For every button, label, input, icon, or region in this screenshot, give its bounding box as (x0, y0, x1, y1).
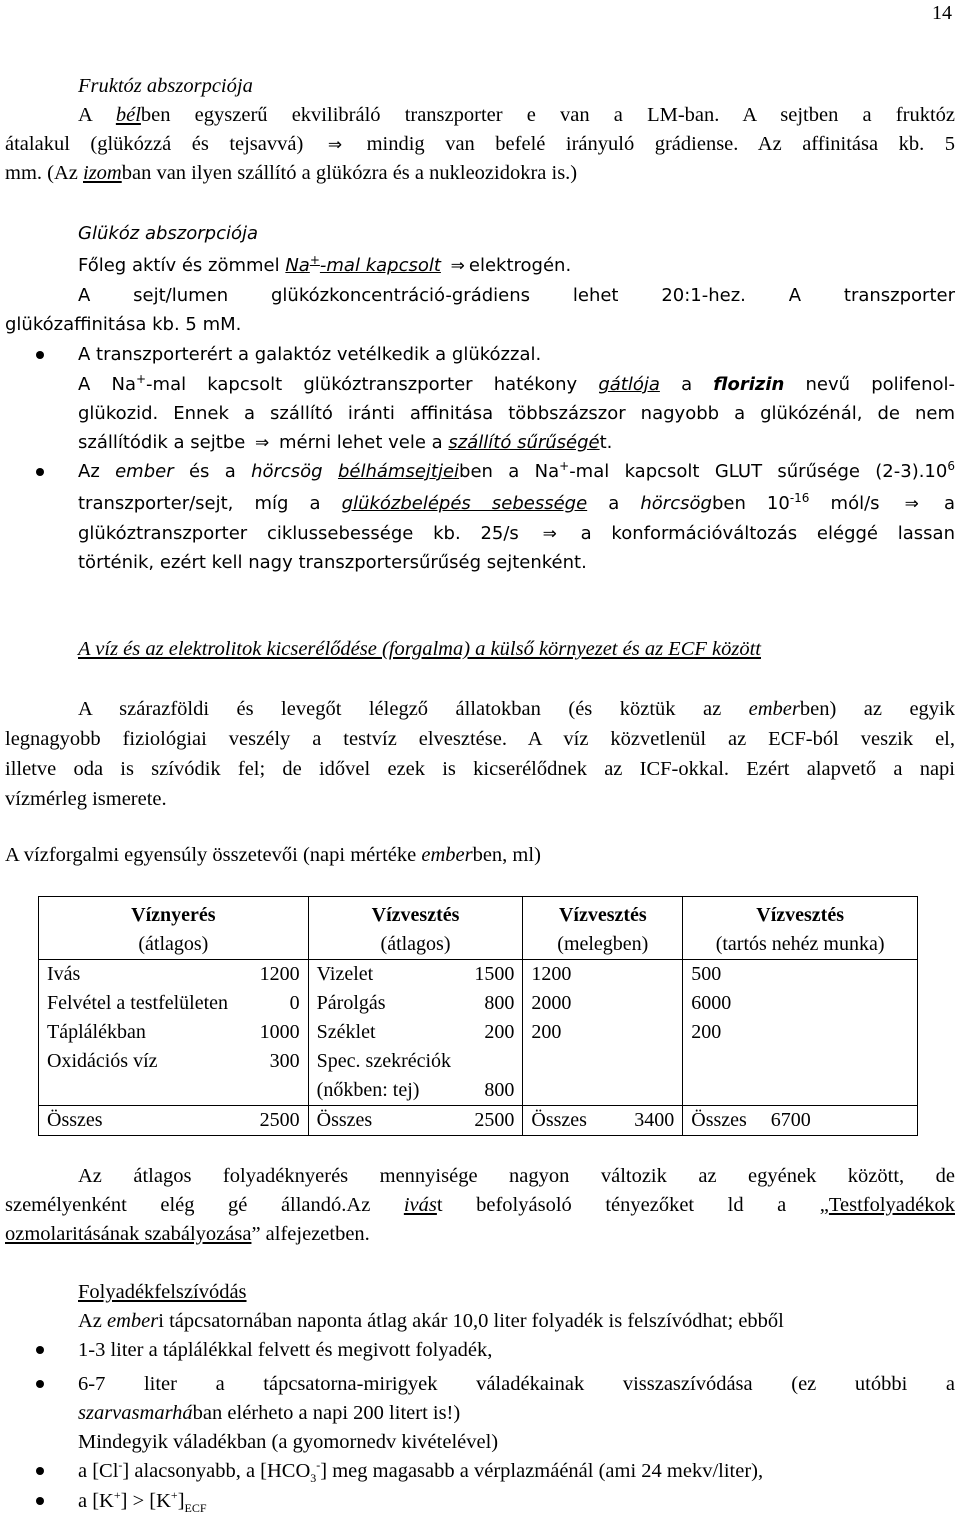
implies-arrow-icon: ⇒ (450, 256, 465, 276)
header-cell: Vízvesztés (tartós nehéz munka) (683, 897, 918, 960)
glucose-bullet-3-line-1: Az ember és a hörcsög bélhámsejtjeiben a Na+-mal kapcsolt GLUT sűrűsége $(2-3).10^6$ (78, 459, 955, 482)
glucose-heading: Glükóz abszorpciója (78, 223, 259, 244)
water-loss-average-cell: Vizelet 1500 Párolgás 800 Széklet 200 Spec. szekréciók (nőkben: tej) 800 (308, 960, 523, 1106)
absorption-bullet-1: 1-3 liter a táplálékkal felvett és megivott folyadék, (78, 1339, 493, 1361)
paragraph-1-line-4: vízmérleg ismerete. (5, 788, 167, 810)
bullet-icon (36, 1346, 44, 1354)
total-cell: Összes 3400 (523, 1106, 683, 1136)
section-heading: A víz és az elektrolitok kicserélődése (forgalma) a külső környezet és az ECF között (78, 638, 761, 660)
glucose-bullet-2-line-3: szállítódik a sejtbe ⇒ mérni lehet vele a szállító sűrűségét. (78, 432, 613, 453)
header-cell: Vízvesztés (átlagos) (308, 897, 523, 960)
water-loss-hot-cell: 1200 2000 200 (523, 960, 683, 1106)
glucose-line-1: Főleg aktív és zömmel Na+-mal kapcsolt ⇒ elektrogén. (78, 253, 572, 276)
glucose-bullet-3-line-3: glükóztranszporter ciklussebessége kb. 25/s ⇒ a konformációváltozás eléggé lassan (78, 523, 955, 544)
table-header-row (39, 897, 918, 960)
water-loss-work-cell: 500 6000 200 (683, 960, 918, 1106)
bullet-icon (36, 468, 44, 476)
cross-reference-link[interactable]: Testfolyadékok (828, 1194, 955, 1216)
implies-arrow-icon: ⇒ (327, 135, 343, 155)
absorption-note: Mindegyik váladékban (a gyomornedv kivételével) (78, 1431, 499, 1453)
table-body-row (39, 960, 918, 1106)
total-cell: Összes 2500 (39, 1106, 309, 1136)
page-number: 14 (932, 2, 952, 24)
glucose-bullet-2-line-1: A Na+-mal kapcsolt glükóztranszporter hatékony gátlója a florizin nevű polifenol- (78, 372, 955, 395)
glucose-bullet-2-line-2: glükozid. Ennek a szállító iránti affinitása többszázszor nagyobb a glükózénál, de nem (78, 403, 955, 424)
implies-arrow-icon: ⇒ (255, 433, 270, 453)
paragraph-2-line-3: ozmolaritásának szabályozása” alfejezetben. (5, 1223, 370, 1245)
glucose-line-2: A sejt/lumen glükózkoncentráció-grádiens lehet 20:1-hez. A transzporter (78, 285, 955, 306)
header-cell: Víznyerés (átlagos) (39, 897, 309, 960)
paragraph-1-line-3: illetve oda is szívódik fel; de idővel ezek is kicserélődnek az ICF-okkal. Ezért alapvető a napi (5, 758, 955, 780)
absorption-line-1: Az emberi tápcsatornában naponta átlag akár 10,0 liter folyadék is felszívódhat; ebből (78, 1310, 784, 1332)
absorption-bullet-3: a [Cl-] alacsonyabb, a $[HCO_3^-]$ meg magasabb a vérplazmáénál (ami 24 mekv/liter), (78, 1458, 764, 1486)
fructose-line-2: átalakul (glükózzá és tejsavvá) ⇒ mindig van befelé irányuló grádiense. Az affinitása kb. 5 (5, 133, 955, 155)
total-cell: Összes 2500 (308, 1106, 523, 1136)
table-caption: A vízforgalmi egyensúly összetevői (napi mértéke emberben, ml) (5, 844, 541, 866)
water-balance-table (38, 896, 918, 1136)
bullet-icon (36, 1497, 44, 1505)
absorption-bullet-2-line-1: 6-7 liter a tápcsatorna-mirigyek váladékainak visszaszívódása (ez utóbbi a (78, 1373, 955, 1395)
fructose-line-3: mm. (Az izomban van ilyen szállító a glükózra és a nukleozidokra is.) (5, 162, 578, 184)
absorption-bullet-4: a $[K^+] > [K^+]_{ECF}$ (78, 1488, 207, 1516)
implies-arrow-icon: ⇒ (542, 524, 557, 544)
absorption-bullet-2-line-2: szarvasmarhában elérheto a napi 200 litert is!) (78, 1402, 461, 1424)
bullet-icon (36, 351, 44, 359)
glucose-bullet-3-line-2: transzporter/sejt, míg a glükózbelépés sebessége a hörcsögben $10^{-16}$ mól/s ⇒ a (78, 491, 955, 514)
fructose-heading: Fruktóz abszorpciója (78, 75, 253, 97)
paragraph-1-line-2: legnagyobb fiziológiai veszély a testvíz elvesztése. A víz közvetlenül az ECF-ból veszik el, (5, 728, 955, 750)
glucose-line-3: glükózaffinitása kb. 5 mM. (5, 314, 242, 335)
glucose-bullet-3-line-4: történik, ezért kell nagy transzportersűrűség sejtenként. (78, 552, 587, 573)
paragraph-2-line-1: Az átlagos folyadéknyerés mennyisége nagyon változik az egyének között, de (78, 1165, 955, 1187)
bullet-icon (36, 1467, 44, 1475)
header-cell: Vízvesztés (melegben) (523, 897, 683, 960)
glucose-bullet-1: A transzporterért a galaktóz vetélkedik a glükózzal. (78, 344, 542, 365)
bullet-icon (36, 1380, 44, 1388)
fructose-line-1: A bélben egyszerű ekvilibráló transzporter e van a LM-ban. A sejtben a fruktóz (78, 104, 955, 126)
absorption-heading: Folyadékfelszívódás (78, 1281, 247, 1303)
water-gain-cell: Ivás 1200 Felvétel a testfelületen 0 Táplálékban 1000 Oxidációs víz 300 (39, 960, 309, 1106)
paragraph-2-line-2: személyenként elég gé állandó.Az ivást befolyásoló tényezőket ld a „Testfolyadékok (5, 1194, 955, 1216)
table-total-row (39, 1106, 918, 1136)
paragraph-1-line-1: A szárazföldi és levegőt lélegző állatokban (és köztük az emberben) az egyik (78, 698, 955, 720)
implies-arrow-icon: ⇒ (904, 494, 919, 514)
total-cell: Összes 6700 (683, 1106, 918, 1136)
cross-reference-link[interactable]: ozmolaritásának szabályozása (5, 1223, 252, 1245)
